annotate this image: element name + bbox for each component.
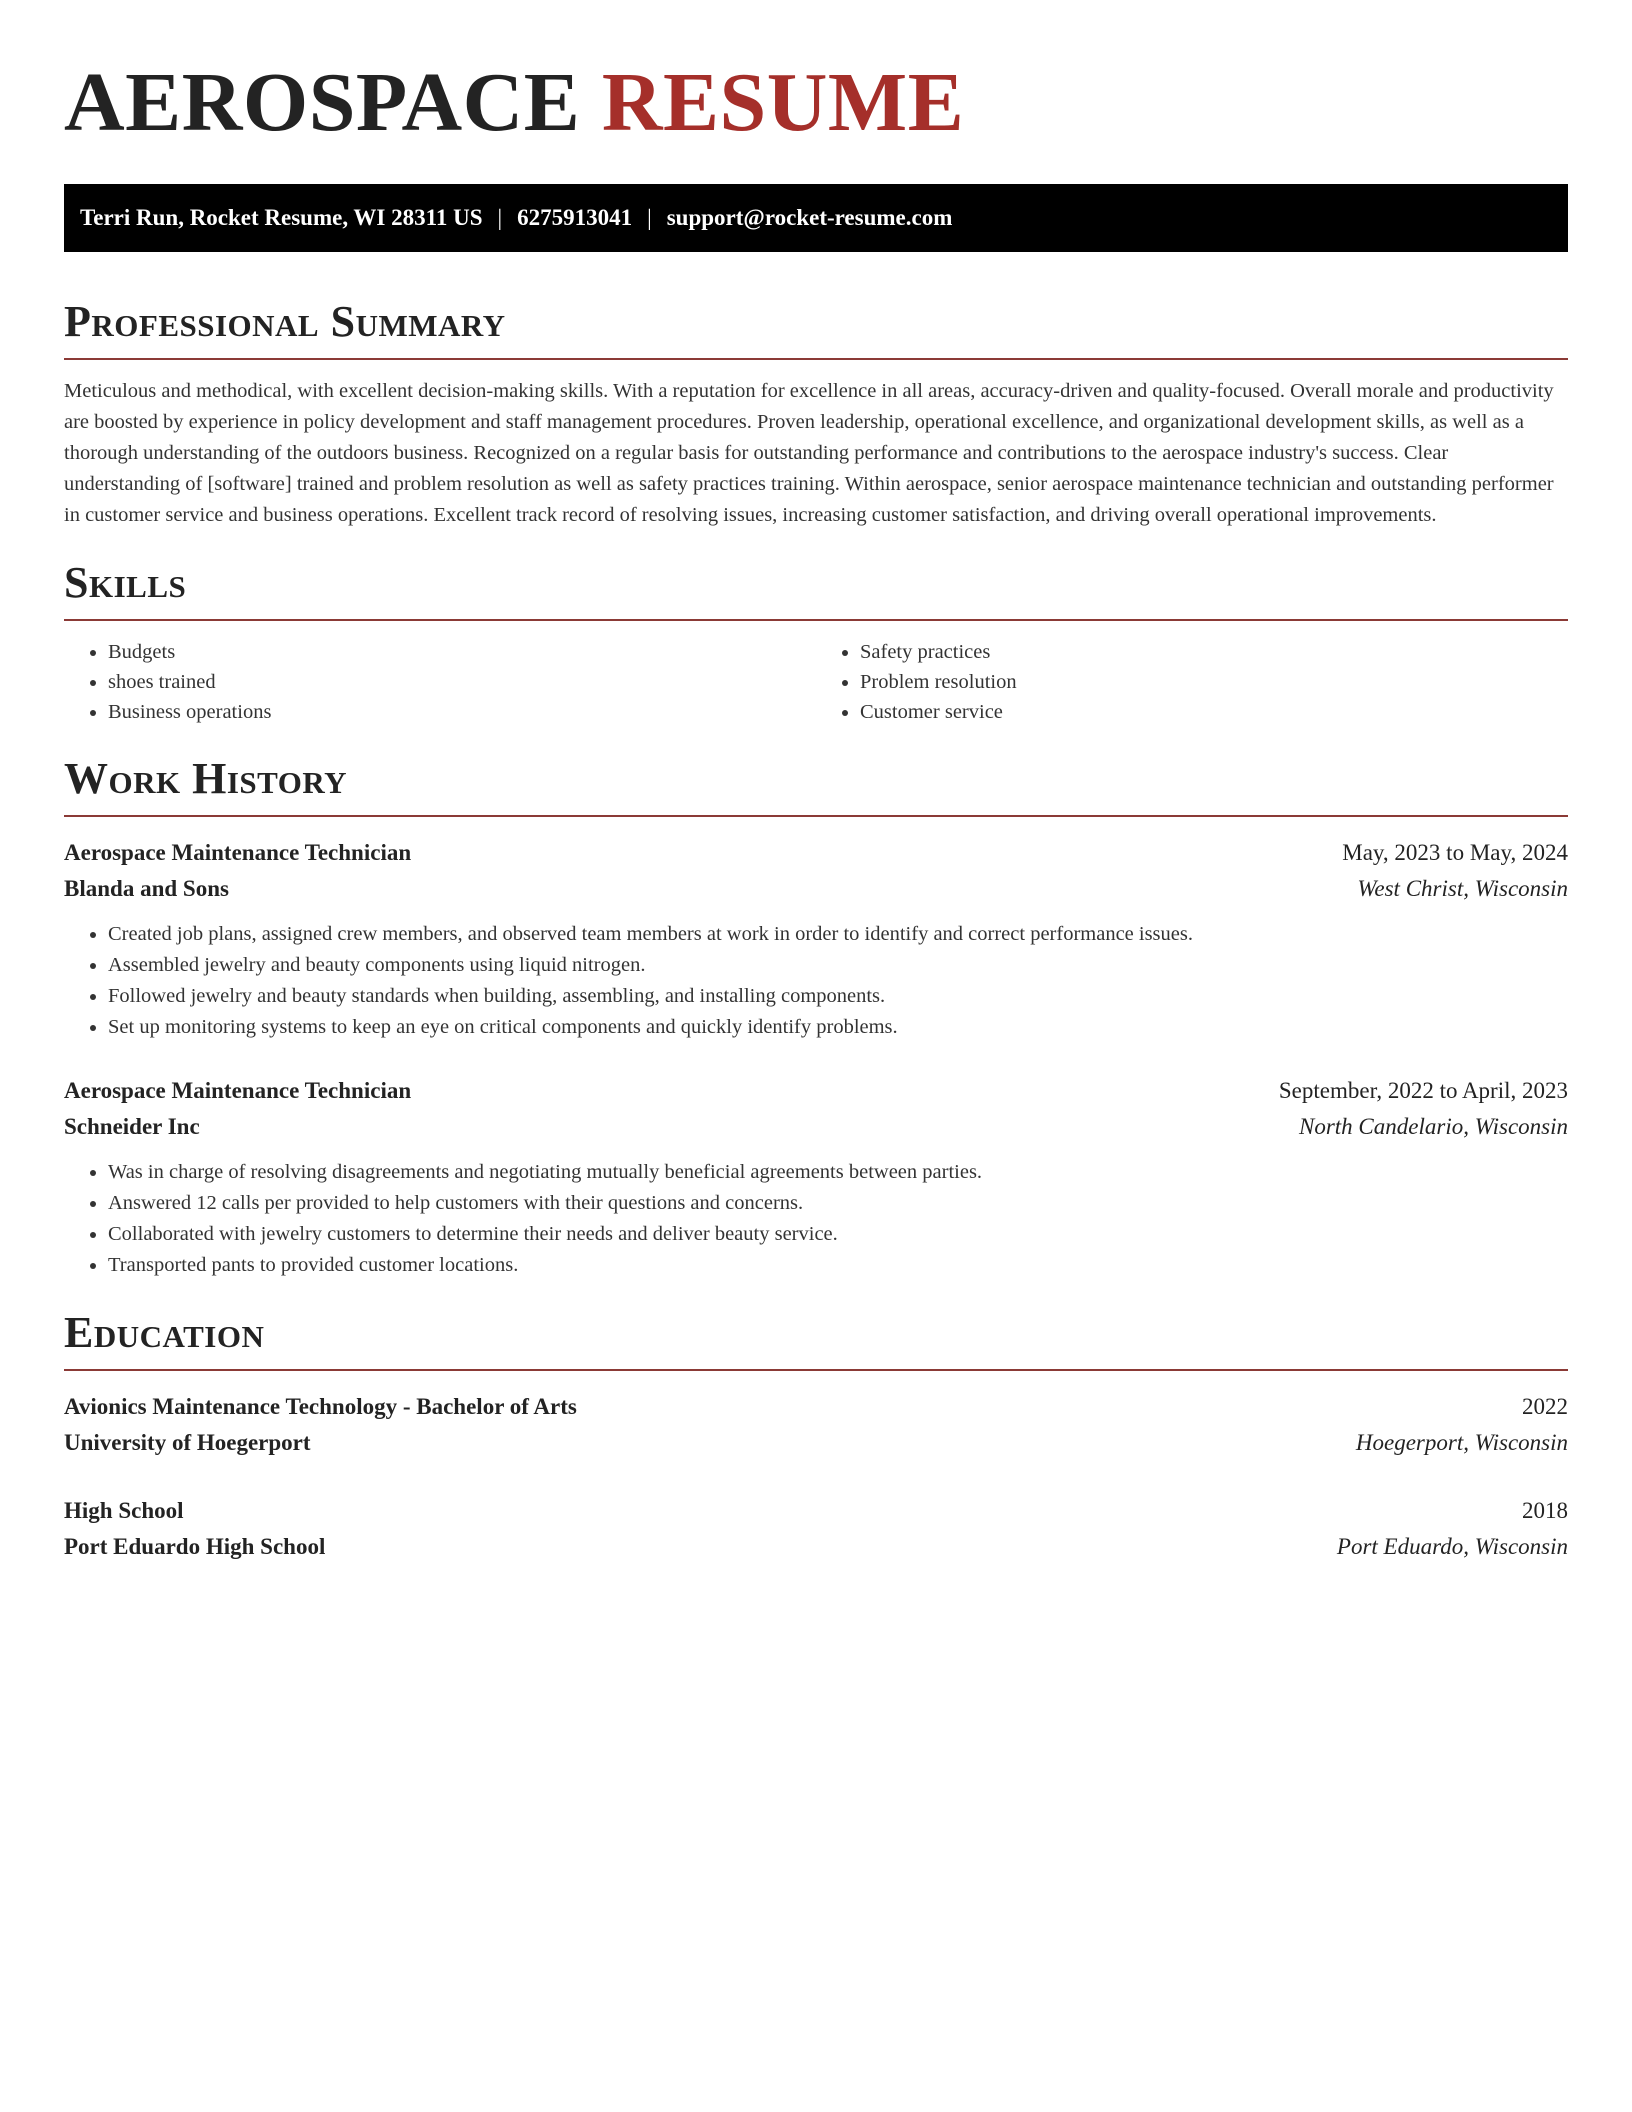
section-divider — [64, 619, 1568, 621]
job-location: North Candelario, Wisconsin — [1299, 1114, 1568, 1139]
education-header — [64, 1493, 1568, 1529]
education-school: University of Hoegerport — [64, 1430, 311, 1455]
job-entry — [64, 1073, 1568, 1281]
skill-item: • Customer service — [860, 697, 1568, 727]
job-bullet: • Set up monitoring systems to keep an eye on critical components and quickly identify problems. — [108, 1012, 1568, 1043]
job-bullet: • Transported pants to provided customer locations. — [108, 1250, 1568, 1281]
education-school: Port Eduardo High School — [64, 1534, 326, 1559]
skill-item: • Business operations — [108, 697, 816, 727]
skills-list-right — [816, 637, 1568, 727]
work-section — [64, 753, 1568, 1281]
education-year: 2022 — [1522, 1394, 1568, 1419]
job-header — [64, 835, 1568, 871]
section-divider — [64, 815, 1568, 817]
education-location: Port Eduardo, Wisconsin — [1336, 1534, 1568, 1559]
education-degree: Avionics Maintenance Technology - Bachelor of Arts — [64, 1394, 577, 1419]
contact-email: support@rocket-resume.com — [666, 205, 953, 230]
skills-heading: Skills — [64, 558, 187, 607]
education-year: 2018 — [1522, 1498, 1568, 1523]
job-bullet: • Collaborated with jewelry customers to determine their needs and deliver beauty service. — [108, 1219, 1568, 1250]
contact-phone: 6275913041 — [517, 205, 633, 230]
job-company: Blanda and Sons — [64, 876, 229, 901]
title-accent: RESUME — [601, 56, 965, 149]
section-divider — [64, 1369, 1568, 1371]
education-location: Hoegerport, Wisconsin — [1355, 1430, 1568, 1455]
job-bullet: • Answered 12 calls per provided to help customers with their questions and concerns. — [108, 1188, 1568, 1219]
job-bullets — [64, 1157, 1568, 1281]
contact-bar — [64, 184, 1568, 252]
skill-item: • Safety practices — [860, 637, 1568, 667]
skill-item: • Problem resolution — [860, 667, 1568, 697]
skills-list-left — [64, 637, 816, 727]
job-subheader — [64, 1109, 1568, 1145]
job-dates: September, 2022 to April, 2023 — [1278, 1078, 1568, 1103]
job-subheader — [64, 871, 1568, 907]
education-section — [64, 1307, 1568, 1565]
contact-separator: | — [497, 205, 503, 230]
contact-separator: | — [647, 205, 652, 230]
summary-heading: Professional Summary — [64, 297, 506, 346]
section-divider — [64, 358, 1568, 360]
education-degree: High School — [64, 1498, 184, 1523]
skill-item: • shoes trained — [108, 667, 816, 697]
skills-section — [64, 557, 1568, 727]
job-location: West Christ, Wisconsin — [1357, 876, 1568, 901]
resume-title — [64, 0, 1568, 152]
job-title: Aerospace Maintenance Technician — [64, 1078, 412, 1103]
skill-item: • Budgets — [108, 637, 816, 667]
job-bullets — [64, 919, 1568, 1043]
education-header — [64, 1389, 1568, 1425]
education-subheader — [64, 1529, 1568, 1565]
job-bullet: • Created job plans, assigned crew members, and observed team members at work in order to identify and correct performance issues. — [108, 919, 1568, 950]
summary-section — [64, 296, 1568, 531]
job-bullet: • Followed jewelry and beauty standards when building, assembling, and installing components. — [108, 981, 1568, 1012]
contact-address: Terri Run, Rocket Resume, WI 28311 US — [80, 205, 483, 230]
education-entry — [64, 1389, 1568, 1461]
job-company: Schneider Inc — [64, 1114, 200, 1139]
job-dates: May, 2023 to May, 2024 — [1342, 840, 1568, 865]
title-main: AEROSPACE — [64, 56, 581, 149]
education-heading: Education — [64, 1308, 265, 1357]
skills-columns — [64, 637, 1568, 727]
summary-text: Meticulous and methodical, with excellent decision-making skills. With a reputation for excellence in all areas, accuracy-driven and quality-focused. Overall morale and productivity are boosted by experience in policy development and staff management procedures. Proven leadership, operational excellence, and organizational development skills, as well as a thorough understanding of the outdoors business. Recognized on a regular basis for outstanding performance and contributions to the aerospace industry's success. Clear understanding of [software] trained and problem resolution as well as safety practices training. Within aerospace, senior aerospace maintenance technician and outstanding performer in customer service and business operations. Excellent track record of resolving issues, increasing customer satisfaction, and driving overall operational improvements. — [64, 380, 1554, 526]
job-entry — [64, 835, 1568, 1043]
education-subheader — [64, 1425, 1568, 1461]
work-heading: Work History — [64, 754, 348, 803]
job-bullet: • Was in charge of resolving disagreements and negotiating mutually beneficial agreements between parties. — [108, 1157, 1568, 1188]
job-title: Aerospace Maintenance Technician — [64, 840, 412, 865]
job-header — [64, 1073, 1568, 1109]
education-entry — [64, 1493, 1568, 1565]
job-bullet: • Assembled jewelry and beauty components using liquid nitrogen. — [108, 950, 1568, 981]
